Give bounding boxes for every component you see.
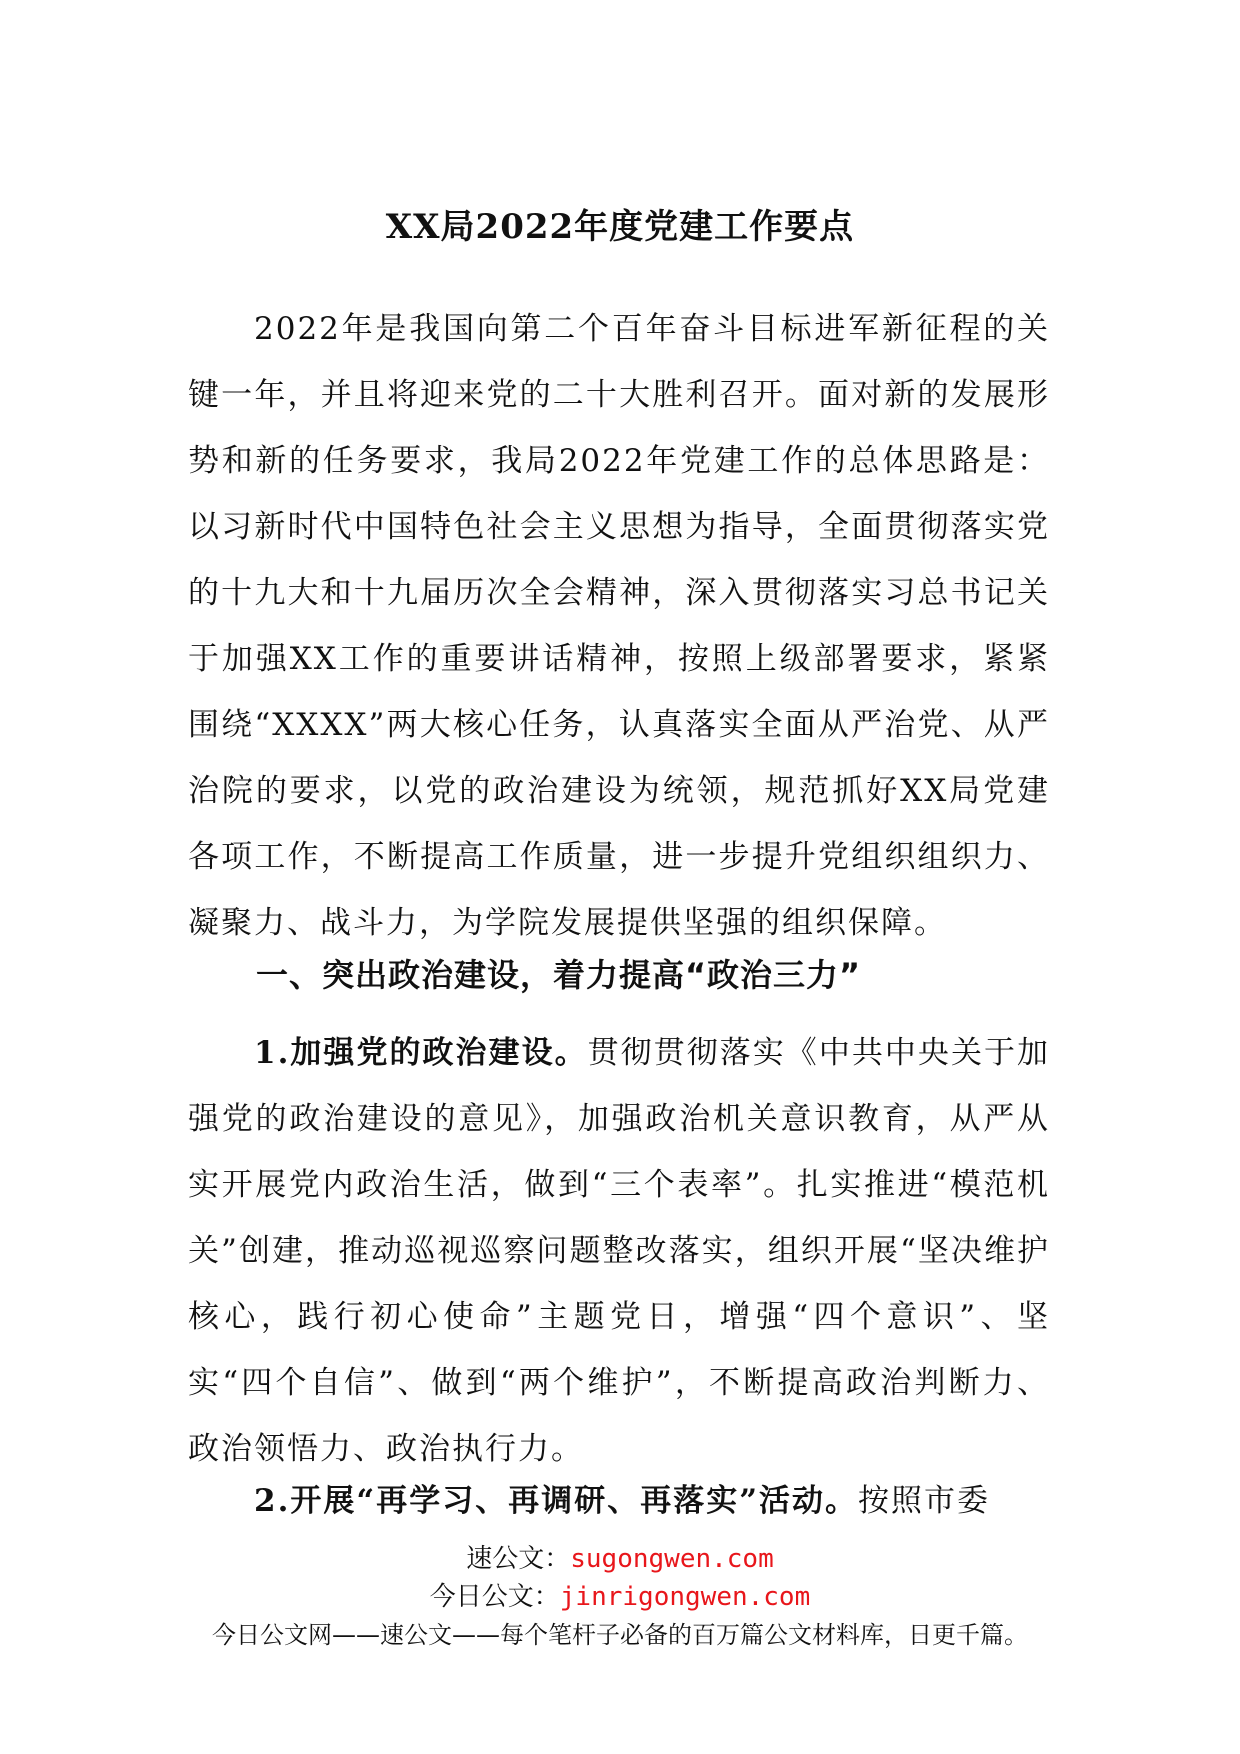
footer-line-jinrigongwen xyxy=(0,1580,1240,1614)
footer-label-1: 速公文： xyxy=(466,1544,571,1574)
jinrigongwen-link[interactable]: jinrigongwen.com xyxy=(559,1582,811,1612)
sugongwen-link[interactable]: sugongwen.com xyxy=(570,1544,774,1574)
item-paragraph-1 xyxy=(188,1020,1050,1482)
item-1-text: 贯彻贯彻落实《中共中央关于加强党的政治建设的意见》，加强政治机关意识教育，从严从实开展党内政治生活，做到“三个表率”。扎实推进“模范机关”创建，推动巡视巡察问题整改落实，组织开展“坚决维护核心，践行初心使命”主题党日，增强“四个意识”、坚实“四个自信”、做到“两个维护”，不断提高政治判断力、政治领悟力、政治执行力。 xyxy=(188,1035,1050,1467)
item-paragraph-2 xyxy=(188,1468,1050,1534)
footer-line-sugongwen xyxy=(0,1542,1240,1576)
item-2-text: 按照市委 xyxy=(858,1483,991,1519)
item-1-lead: 1.加强党的政治建设。 xyxy=(254,1035,588,1071)
item-2-lead: 2.开展“再学习、再调研、再落实”活动。 xyxy=(254,1483,859,1519)
section-heading-1: 一、突出政治建设，着力提高“政治三力” xyxy=(256,956,862,994)
footer-label-2: 今日公文： xyxy=(429,1582,560,1612)
intro-paragraph: 2022年是我国向第二个百年奋斗目标进军新征程的关键一年，并且将迎来党的二十大胜利召开。面对新的发展形势和新的任务要求，我局2022年党建工作的总体思路是：以习新时代中国特色社会主义思想为指导，全面贯彻落实党的十九大和十九届历次全会精神，深入贯彻落实习总书记关于加强XX工作的重要讲话精神，按照上级部署要求，紧紧围绕“XXXX”两大核心任务，认真落实全面从严治党、从严治院的要求，以党的政治建设为统领，规范抓好XX局党建各项工作，不断提高工作质量，进一步提升党组织组织力、凝聚力、战斗力，为学院发展提供坚强的组织保障。 xyxy=(188,311,1050,941)
document-title: XX局2022年度党建工作要点 xyxy=(385,207,855,247)
footer-slogan: 今日公文网——速公文——每个笔杆子必备的百万篇公文材料库，日更千篇。 xyxy=(212,1621,1028,1649)
